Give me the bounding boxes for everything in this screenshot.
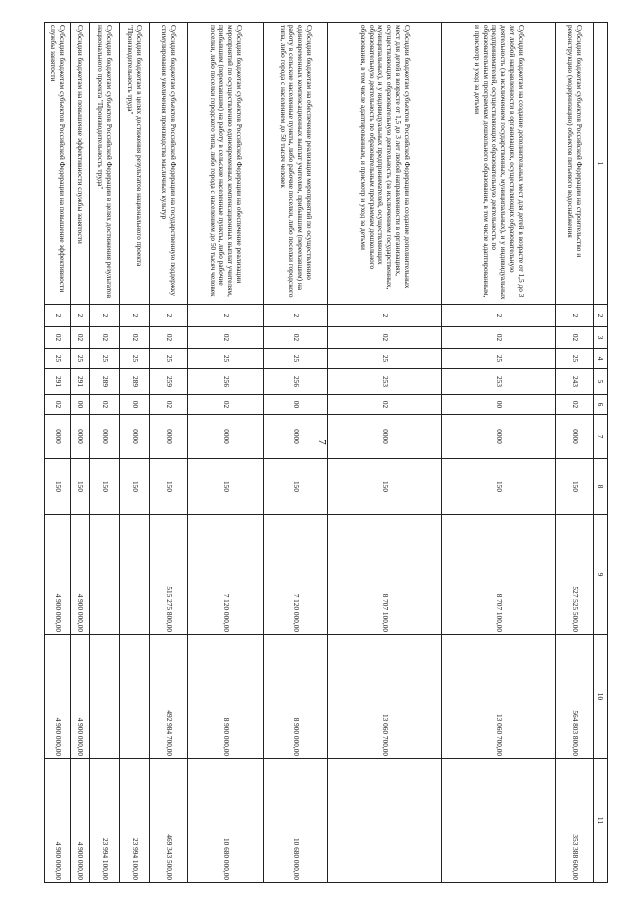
cell-code: 0000: [150, 415, 188, 459]
cell-code: 150: [264, 459, 328, 515]
cell-code: 02: [45, 395, 71, 415]
table-row: [90, 23, 120, 883]
cell-code: 02: [90, 395, 120, 415]
cell-code: 25: [556, 349, 594, 369]
cell-amount: 4 900 000,00: [45, 635, 71, 759]
cell-code: 150: [328, 459, 442, 515]
row-description: Субсидии бюджетам на обеспечение реализации мероприятий по осуществлению единовременных компенсационных выплат учителям, прибывшим (переехавшим) на работу в сельские населенные пункты, либо рабочие поселки, либо поселки городского типа, либо города с населением до 50 тысяч человек: [264, 23, 328, 305]
cell-amount: [120, 515, 150, 635]
cell-code: 02: [556, 327, 594, 349]
cell-amount: 4 900 000,00: [45, 759, 71, 883]
cell-amount: 4 900 000,00: [45, 515, 71, 635]
column-header: 9: [594, 515, 608, 635]
cell-amount: 8 900 000,00: [264, 635, 328, 759]
column-header: 7: [594, 415, 608, 459]
cell-code: 02: [120, 327, 150, 349]
cell-code: 0000: [556, 415, 594, 459]
table-row: [150, 23, 188, 883]
table-row: [71, 23, 90, 883]
cell-code: 25: [328, 349, 442, 369]
cell-amount: 4 900 000,00: [71, 759, 90, 883]
cell-code: 256: [264, 369, 328, 395]
cell-amount: [90, 635, 120, 759]
cell-code: 00: [442, 395, 556, 415]
cell-code: 02: [45, 327, 71, 349]
cell-amount: 515 275 800,00: [150, 515, 188, 635]
cell-code: 25: [442, 349, 556, 369]
cell-code: 2: [264, 305, 328, 327]
row-description: Субсидии бюджетам на повышение эффективности службы занятости: [71, 23, 90, 305]
cell-code: 0000: [120, 415, 150, 459]
cell-code: 291: [45, 369, 71, 395]
cell-code: 02: [71, 327, 90, 349]
cell-code: 256: [188, 369, 264, 395]
page-number: 7: [316, 439, 328, 445]
cell-code: 289: [90, 369, 120, 395]
cell-code: 2: [556, 305, 594, 327]
cell-code: 2: [442, 305, 556, 327]
cell-amount: 13 060 700,00: [442, 635, 556, 759]
cell-amount: 8 707 100,00: [442, 515, 556, 635]
cell-amount: 23 994 100,00: [120, 759, 150, 883]
column-header: 1: [594, 23, 608, 305]
row-description: Субсидии бюджетам на создание дополнительных мест для детей в возрасте от 1,5 до 3 лет любой направленности в организациях, осуществляющих образовательную деятельность (за исключением государственных, муниципальных), и у индивидуальных предпринимателей, осуществляющих образовательную деятельность по образовательным программам дошкольного образования, в том числе адаптированным, и присмотр и уход за детьми: [442, 23, 556, 305]
cell-amount: 7 120 000,00: [188, 515, 264, 635]
cell-amount: 353 388 600,00: [556, 759, 594, 883]
cell-code: 243: [556, 369, 594, 395]
cell-code: 2: [71, 305, 90, 327]
cell-code: 2: [45, 305, 71, 327]
cell-code: 0000: [71, 415, 90, 459]
column-header: 8: [594, 459, 608, 515]
cell-code: 259: [150, 369, 188, 395]
row-description: Субсидии бюджетам субъектов Российской Федерации на государственную поддержку стимулирования увеличения производства масличных культур: [150, 23, 188, 305]
cell-code: 00: [71, 395, 90, 415]
table-row: [264, 23, 328, 883]
cell-code: 02: [90, 327, 120, 349]
cell-amount: 23 994 100,00: [90, 759, 120, 883]
cell-amount: 492 984 700,00: [150, 635, 188, 759]
cell-amount: 527 525 500,00: [556, 515, 594, 635]
cell-amount: 4 900 000,00: [71, 635, 90, 759]
cell-code: 0000: [90, 415, 120, 459]
cell-amount: 564 803 800,00: [556, 635, 594, 759]
cell-code: 150: [188, 459, 264, 515]
cell-code: 2: [328, 305, 442, 327]
cell-amount: [90, 515, 120, 635]
cell-amount: 10 680 000,00: [264, 759, 328, 883]
cell-code: 02: [150, 395, 188, 415]
cell-code: 253: [442, 369, 556, 395]
column-header: 10: [594, 635, 608, 759]
table-row: [188, 23, 264, 883]
cell-amount: 13 060 700,00: [328, 635, 442, 759]
cell-amount: 8 707 100,00: [328, 515, 442, 635]
table-row: [556, 23, 594, 883]
column-header: 3: [594, 327, 608, 349]
cell-code: 2: [150, 305, 188, 327]
cell-code: 150: [556, 459, 594, 515]
cell-code: 2: [120, 305, 150, 327]
cell-code: 25: [188, 349, 264, 369]
cell-amount: [328, 759, 442, 883]
table-row: [45, 23, 71, 883]
cell-code: 25: [150, 349, 188, 369]
budget-subsidies-table: [44, 22, 608, 883]
cell-code: 02: [150, 327, 188, 349]
cell-amount: [442, 759, 556, 883]
cell-code: 25: [264, 349, 328, 369]
cell-code: 02: [556, 395, 594, 415]
cell-code: 02: [328, 327, 442, 349]
table-row: [328, 23, 442, 883]
column-header: 2: [594, 305, 608, 327]
cell-code: 150: [71, 459, 90, 515]
cell-code: 0000: [442, 415, 556, 459]
cell-code: 150: [442, 459, 556, 515]
cell-code: 289: [120, 369, 150, 395]
row-description: Субсидии бюджетам в целях достижения результатов национального проекта "Производительность труда": [120, 23, 150, 305]
cell-code: 0000: [328, 415, 442, 459]
cell-code: 150: [45, 459, 71, 515]
cell-code: 150: [120, 459, 150, 515]
table-header-row: [594, 23, 608, 883]
cell-code: 253: [328, 369, 442, 395]
cell-code: 0000: [188, 415, 264, 459]
cell-code: 25: [90, 349, 120, 369]
cell-code: 150: [150, 459, 188, 515]
row-description: Субсидии бюджетам субъектов Российской Федерации в целях достижения результатов национального проекта "Производительность труда": [90, 23, 120, 305]
column-header: 4: [594, 349, 608, 369]
cell-code: 2: [188, 305, 264, 327]
cell-amount: 469 343 500,00: [150, 759, 188, 883]
cell-amount: [120, 635, 150, 759]
cell-code: 02: [328, 395, 442, 415]
column-header: 5: [594, 369, 608, 395]
cell-amount: 8 900 000,00: [188, 635, 264, 759]
cell-code: 0000: [45, 415, 71, 459]
cell-code: 291: [71, 369, 90, 395]
rotated-page-content: [49, 22, 608, 882]
cell-amount: 4 900 000,00: [71, 515, 90, 635]
rotated-table-area: [49, 22, 608, 882]
cell-code: 02: [264, 327, 328, 349]
cell-code: 25: [45, 349, 71, 369]
column-header: 11: [594, 759, 608, 883]
row-description: Субсидии бюджетам субъектов Российской Федерации на обеспечение реализации мероприятий по осуществлению единовременных компенсационных выплат учителям, прибывшим (переехавшим) на работу в сельские населенные пункты, либо рабочие поселки, либо поселки городского типа, либо города с населением до 50 тысяч человек: [188, 23, 264, 305]
row-description: Субсидии бюджетам субъектов Российской Федерации на создание дополнительных мест для детей в возрасте от 1,5 до 3 лет любой направленности в организациях, осуществляющих образовательную деятельность (за исключением государственных, муниципальных), и у индивидуальных предпринимателей, осуществляющих образовательную деятельность по образовательным программам дошкольного образования, в том числе адаптированным, и присмотр и уход за детьми: [328, 23, 442, 305]
cell-code: 25: [71, 349, 90, 369]
cell-code: 2: [90, 305, 120, 327]
cell-code: 25: [120, 349, 150, 369]
cell-code: 00: [264, 395, 328, 415]
table-row: [442, 23, 556, 883]
cell-code: 02: [188, 327, 264, 349]
row-description: Субсидии бюджетам субъектов Российской Федерации на повышение эффективности службы занятости: [45, 23, 71, 305]
table-row: [120, 23, 150, 883]
cell-code: 02: [442, 327, 556, 349]
column-header: 6: [594, 395, 608, 415]
cell-code: 00: [120, 395, 150, 415]
cell-code: 0000: [264, 415, 328, 459]
row-description: Субсидии бюджетам субъектов Российской Федерации на строительство и реконструкцию (модернизацию) объектов питьевого водоснабжения: [556, 23, 594, 305]
cell-amount: 10 680 000,00: [188, 759, 264, 883]
cell-amount: 7 120 000,00: [264, 515, 328, 635]
cell-code: 02: [188, 395, 264, 415]
cell-code: 150: [90, 459, 120, 515]
